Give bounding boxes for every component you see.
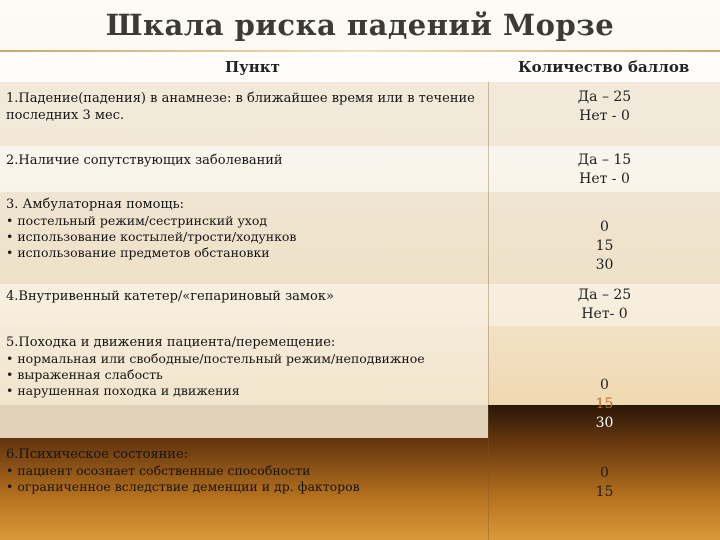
row-item-cell [0, 326, 488, 438]
row-score-cell [488, 284, 720, 326]
score-value: 30 [595, 257, 614, 273]
row-bullet: • выраженная слабость [6, 367, 163, 382]
row-score-cell [488, 192, 720, 284]
table-row [0, 192, 720, 284]
score-value: 15 [595, 238, 614, 254]
row-bullet: • использование предметов обстановки [6, 245, 270, 260]
score-value: 30 [595, 415, 614, 431]
row-score-cell [488, 82, 720, 146]
row-title: 5.Походка и движения пациента/перемещение: [6, 335, 336, 350]
header-item: Пункт [225, 58, 280, 76]
row-title: 2.Наличие сопутствующих заболеваний [6, 153, 283, 168]
row-score-cell [488, 438, 720, 540]
score-value: 15 [595, 484, 614, 500]
table-header [0, 52, 720, 82]
table-row [0, 82, 720, 146]
row-title: 3. Амбулаторная помощь: [6, 197, 185, 212]
row-score-cell [488, 326, 720, 438]
morse-scale-table [0, 52, 720, 540]
table-row [0, 146, 720, 192]
row-item-cell [0, 82, 488, 146]
row-bullet: • нормальная или свободные/постельный режим/неподвижное [6, 351, 425, 366]
row-title: 4.Внутривенный катетер/«гепариновый замок» [6, 289, 334, 304]
header-score: Количество баллов [518, 58, 690, 76]
row-title: 1.Падение(падения) в анамнезе: в ближайшее время или в течение последних 3 мес. [6, 91, 475, 123]
score-value: 0 [600, 465, 609, 481]
score-value: 0 [600, 377, 609, 393]
row-item-cell [0, 438, 488, 540]
row-bullet: • пациент осознает собственные способности [6, 463, 311, 478]
row-bullet: • использование костылей/трости/ходунков [6, 229, 297, 244]
row-score-cell [488, 146, 720, 192]
table-row [0, 326, 720, 438]
page-title: Шкала риска падений Морзе [105, 8, 615, 42]
table-row [0, 284, 720, 326]
table-row [0, 438, 720, 540]
score-value: Да – 25 [577, 287, 632, 303]
row-bullet: • постельный режим/сестринский уход [6, 213, 268, 228]
row-item-cell [0, 192, 488, 284]
score-value: Да – 25 [577, 89, 632, 105]
row-item-cell [0, 284, 488, 326]
row-bullet: • ограниченное вследствие деменции и др. факторов [6, 479, 360, 494]
score-value: Да – 15 [577, 152, 632, 168]
score-value: 15 [595, 396, 614, 412]
row-bullet: • нарушенная походка и движения [6, 383, 240, 398]
score-value: Нет - 0 [579, 108, 630, 124]
score-value: Нет- 0 [581, 306, 628, 322]
row-item-cell [0, 146, 488, 192]
row-title: 6.Психическое состояние: [6, 447, 189, 462]
score-value: Нет - 0 [579, 171, 630, 187]
score-value: 0 [600, 219, 609, 235]
